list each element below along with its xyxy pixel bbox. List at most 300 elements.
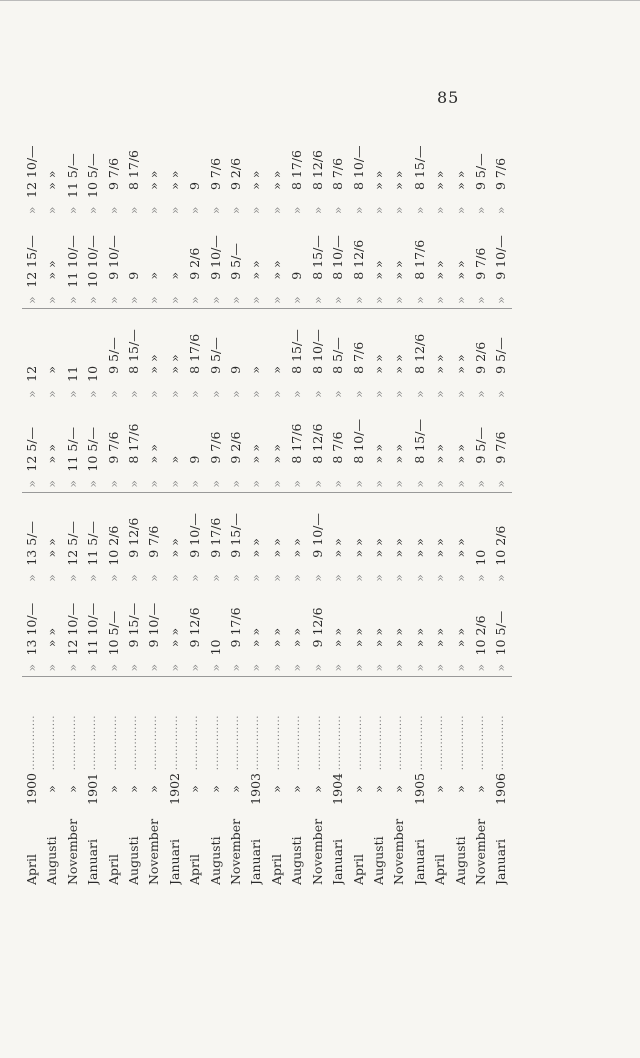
row-year: 1903 <box>248 773 264 805</box>
price-cell-c1 <box>430 582 450 676</box>
table-row <box>226 125 246 885</box>
price-cell-c1 <box>349 582 369 676</box>
currency-ditto: » <box>452 296 468 304</box>
leader-dots: ............... <box>46 715 58 771</box>
price-pounds: » <box>44 639 60 648</box>
price-shillings: » <box>248 170 264 179</box>
currency-ditto: » <box>248 574 264 582</box>
price-shillings: » <box>268 260 284 268</box>
currency-ditto: » <box>432 663 448 672</box>
price-cell-c3 <box>246 398 266 492</box>
price-pounds: 9 <box>187 182 203 191</box>
price-cell-c6 <box>349 125 369 214</box>
price-cell-c4 <box>349 308 369 398</box>
price-pounds: » <box>432 365 448 374</box>
price-cell-c1 <box>491 582 511 676</box>
price-shillings: » <box>350 538 366 546</box>
row-year: » <box>268 785 284 793</box>
price-cell-c3 <box>165 398 185 492</box>
price-shillings: » <box>44 260 60 268</box>
price-cell-c2 <box>308 492 328 582</box>
price-cell-c6 <box>491 125 511 214</box>
price-pounds: 8 <box>289 455 305 464</box>
price-pounds: 8 <box>126 182 142 191</box>
row-month: Januari <box>85 839 101 885</box>
price-cell-c5 <box>471 214 491 308</box>
currency-ditto: » <box>105 296 121 304</box>
price-shillings: 10/— <box>350 145 366 179</box>
price-pounds: 9 <box>105 365 121 374</box>
price-pounds: » <box>350 549 366 558</box>
price-shillings: » <box>268 444 284 452</box>
currency-ditto: » <box>432 480 448 488</box>
currency-ditto: » <box>432 574 448 582</box>
price-shillings: 10/— <box>187 513 203 546</box>
price-pounds: » <box>166 365 182 374</box>
price-cell-c2 <box>185 492 205 582</box>
row-month: April <box>432 854 448 885</box>
price-shillings: » <box>370 627 386 636</box>
price-shillings: 15/— <box>289 329 305 362</box>
price-cell-c4 <box>308 308 328 398</box>
currency-ditto: » <box>493 663 509 672</box>
price-cell-c5 <box>287 214 307 308</box>
price-shillings: » <box>452 444 468 452</box>
price-cell-c2 <box>349 492 369 582</box>
price-pounds: 8 <box>411 455 427 464</box>
currency-ditto: » <box>44 390 60 398</box>
price-shillings: 10/— <box>309 513 325 546</box>
row-year: 1901 <box>85 773 101 805</box>
leader-dots: ............... <box>189 715 201 771</box>
price-pounds: » <box>370 271 386 280</box>
price-shillings: 10/— <box>85 235 101 268</box>
price-shillings: 12/6 <box>309 149 325 179</box>
currency-ditto: » <box>187 296 203 304</box>
currency-ditto: » <box>105 206 121 215</box>
price-shillings: 10/— <box>330 235 346 268</box>
price-shillings: 12/6 <box>309 423 325 452</box>
price-pounds: » <box>248 365 264 374</box>
leader-dots: ............... <box>270 715 282 771</box>
price-cell-c6 <box>389 125 409 214</box>
leader-dots: ............... <box>495 715 507 771</box>
price-shillings: 10/— <box>350 419 366 452</box>
row-year: » <box>64 785 80 793</box>
price-pounds: » <box>166 271 182 280</box>
currency-ditto: » <box>391 574 407 582</box>
price-pounds: » <box>391 271 407 280</box>
leader-dots: ............... <box>148 715 160 771</box>
row-year: » <box>105 785 121 793</box>
price-cell-c5 <box>451 214 471 308</box>
price-pounds: » <box>166 455 182 464</box>
price-cell-c6 <box>42 125 62 214</box>
currency-ditto: » <box>105 390 121 398</box>
price-pounds: » <box>452 455 468 464</box>
currency-ditto: » <box>166 206 182 215</box>
price-shillings: 7/6 <box>350 341 366 362</box>
currency-ditto: » <box>268 296 284 304</box>
currency-ditto: » <box>350 296 366 304</box>
row-year: » <box>370 785 386 793</box>
price-shillings: 17/6 <box>126 149 142 179</box>
price-pounds: 10 <box>493 549 509 566</box>
price-cell-c5 <box>430 214 450 308</box>
price-shillings: 15/— <box>228 513 244 546</box>
price-pounds: » <box>44 271 60 280</box>
currency-ditto: » <box>44 663 60 672</box>
currency-ditto: » <box>207 480 223 488</box>
price-pounds: 9 <box>207 271 223 280</box>
price-pounds: 10 <box>472 549 488 566</box>
price-cell-c1 <box>267 582 287 676</box>
price-pounds: 11 <box>64 271 80 288</box>
row-month: Januari <box>411 839 427 885</box>
currency-ditto: » <box>126 663 142 672</box>
price-pounds: 9 <box>228 365 244 374</box>
price-shillings: 10/— <box>64 602 80 636</box>
leader-dots: ............... <box>454 715 466 771</box>
price-pounds: 8 <box>330 271 346 280</box>
price-cell-c2 <box>83 492 103 582</box>
table-row <box>471 125 491 885</box>
currency-ditto: » <box>64 663 80 672</box>
price-shillings: 2/6 <box>472 615 488 636</box>
price-pounds: 9 <box>187 455 203 464</box>
price-pounds: 9 <box>228 549 244 558</box>
currency-ditto: » <box>146 390 162 398</box>
leader-dots: ............... <box>168 715 180 771</box>
price-cell-c6 <box>267 125 287 214</box>
price-shillings: 7/6 <box>146 525 162 546</box>
price-cell-c1 <box>226 582 246 676</box>
price-pounds: 11 <box>64 455 80 472</box>
price-shillings: » <box>146 444 162 452</box>
price-shillings: 5/— <box>64 153 80 179</box>
price-pounds: » <box>370 182 386 190</box>
price-pounds: 9 <box>228 182 244 191</box>
price-pounds: » <box>411 639 427 648</box>
table-row <box>491 125 511 885</box>
price-shillings: 2/6 <box>472 341 488 362</box>
price-pounds: 11 <box>64 182 80 198</box>
price-pounds: » <box>370 365 386 374</box>
price-cell-c5 <box>63 214 83 308</box>
price-cell-c4 <box>185 308 205 398</box>
currency-ditto: » <box>85 480 101 488</box>
price-cell-c3 <box>430 398 450 492</box>
price-cell-c4 <box>451 308 471 398</box>
table-row <box>104 125 124 885</box>
row-month: Augusti <box>44 836 60 885</box>
price-pounds: 10 <box>105 639 121 656</box>
price-shillings: 10/— <box>24 602 39 636</box>
currency-ditto: » <box>105 574 121 582</box>
row-month: Augusti <box>452 836 468 885</box>
price-shillings: » <box>411 627 427 636</box>
currency-ditto: » <box>44 296 60 304</box>
leader-dots: ............... <box>332 715 344 771</box>
currency-ditto: » <box>268 480 284 488</box>
price-shillings: 12/6 <box>350 239 366 268</box>
currency-ditto: » <box>166 663 182 672</box>
price-shillings: 15/— <box>126 602 142 636</box>
price-shillings: 15/— <box>411 145 427 179</box>
price-shillings: 7/6 <box>105 431 121 452</box>
price-pounds: » <box>146 182 162 190</box>
price-cell-c1 <box>389 582 409 676</box>
price-shillings: » <box>432 627 448 636</box>
price-shillings: » <box>268 627 284 636</box>
currency-ditto: » <box>309 206 325 215</box>
price-shillings: 2/6 <box>187 247 203 268</box>
currency-ditto: » <box>64 296 80 304</box>
row-year: » <box>126 785 142 793</box>
currency-ditto: » <box>126 574 142 582</box>
currency-ditto: » <box>248 206 264 215</box>
price-shillings: 5/— <box>472 427 488 452</box>
price-pounds: 11 <box>85 549 101 566</box>
price-shillings: » <box>391 444 407 452</box>
price-pounds: » <box>268 182 284 190</box>
price-cell-c4 <box>471 308 491 398</box>
price-shillings: 10/— <box>309 329 325 362</box>
currency-ditto: » <box>411 663 427 672</box>
price-shillings: » <box>391 354 407 362</box>
price-shillings: 17/6 <box>289 149 305 179</box>
currency-ditto: » <box>309 574 325 582</box>
price-pounds: 8 <box>350 182 366 191</box>
price-pounds: 10 <box>105 549 121 566</box>
price-pounds: » <box>370 549 386 558</box>
price-pounds: » <box>391 455 407 464</box>
price-pounds: 12 <box>24 271 39 288</box>
row-year: 1905 <box>411 773 427 805</box>
row-year: » <box>146 785 162 793</box>
price-shillings: » <box>44 538 60 546</box>
price-pounds: 8 <box>350 365 366 374</box>
currency-ditto: » <box>105 663 121 672</box>
currency-ditto: » <box>452 663 468 672</box>
currency-ditto: » <box>330 206 346 215</box>
price-shillings: » <box>370 170 386 179</box>
currency-ditto: » <box>309 480 325 488</box>
price-cell-c3 <box>369 398 389 492</box>
price-pounds: 11 <box>85 639 101 656</box>
price-pounds: 8 <box>330 455 346 464</box>
currency-ditto: » <box>85 390 101 398</box>
price-pounds: » <box>166 549 182 558</box>
price-cell-c5 <box>349 214 369 308</box>
currency-ditto: » <box>44 574 60 582</box>
row-year: » <box>350 785 366 793</box>
top-rule <box>0 0 640 1</box>
price-cell-c4 <box>124 308 144 398</box>
currency-ditto: » <box>411 390 427 398</box>
price-cell-c2 <box>267 492 287 582</box>
price-cell-c2 <box>328 492 348 582</box>
price-pounds: 9 <box>472 271 488 280</box>
price-pounds: 8 <box>411 365 427 374</box>
price-cell-c4 <box>267 308 287 398</box>
currency-ditto: » <box>126 296 142 304</box>
row-year: » <box>309 785 325 793</box>
price-pounds: 9 <box>105 455 121 464</box>
price-shillings: 2/6 <box>493 525 509 546</box>
price-cell-c5 <box>369 214 389 308</box>
currency-ditto: » <box>187 480 203 488</box>
currency-ditto: » <box>289 574 305 582</box>
currency-ditto: » <box>493 390 509 398</box>
currency-ditto: » <box>146 663 162 672</box>
currency-ditto: » <box>126 480 142 488</box>
price-shillings: 5/— <box>24 427 39 452</box>
price-pounds: 8 <box>126 455 142 464</box>
price-cell-c2 <box>369 492 389 582</box>
price-shillings: » <box>330 627 346 636</box>
leader-dots: ............... <box>87 715 99 771</box>
price-cell-c5 <box>267 214 287 308</box>
price-cell-c3 <box>349 398 369 492</box>
price-pounds: » <box>452 639 468 648</box>
price-cell-c2 <box>491 492 511 582</box>
price-pounds: 8 <box>289 182 305 191</box>
currency-ditto: » <box>248 663 264 672</box>
price-pounds: » <box>452 549 468 558</box>
currency-ditto: » <box>493 206 509 215</box>
price-cell-c4 <box>491 308 511 398</box>
price-pounds: » <box>44 365 60 374</box>
price-cell-c3 <box>124 398 144 492</box>
currency-ditto: » <box>370 574 386 582</box>
currency-ditto: » <box>370 206 386 215</box>
currency-ditto: » <box>207 390 223 398</box>
currency-ditto: » <box>370 390 386 398</box>
row-year: » <box>289 785 305 793</box>
currency-ditto: » <box>289 663 305 672</box>
price-shillings: » <box>452 170 468 179</box>
currency-ditto: » <box>493 574 509 582</box>
price-pounds: 9 <box>207 365 223 374</box>
price-pounds: 9 <box>493 365 509 374</box>
price-shillings: 5/— <box>85 521 101 546</box>
price-pounds: 12 <box>64 639 80 656</box>
leader-dots: ............... <box>393 715 405 771</box>
price-pounds: » <box>411 549 427 558</box>
currency-ditto: » <box>126 206 142 215</box>
price-pounds: » <box>391 549 407 558</box>
price-pounds: 10 <box>85 365 101 382</box>
price-pounds: 9 <box>126 271 142 280</box>
price-pounds: 13 <box>24 639 39 656</box>
currency-ditto: » <box>391 480 407 488</box>
price-pounds: » <box>268 455 284 464</box>
price-pounds: 10 <box>207 639 223 656</box>
price-pounds: » <box>289 639 305 648</box>
currency-ditto: » <box>24 663 39 672</box>
row-month: November <box>309 818 325 885</box>
price-pounds: » <box>166 182 182 190</box>
price-pounds: » <box>432 639 448 648</box>
price-shillings: 10/— <box>493 235 509 268</box>
currency-ditto: » <box>350 663 366 672</box>
price-cell-c2 <box>451 492 471 582</box>
price-pounds: » <box>146 455 162 464</box>
leader-dots: ............... <box>291 715 303 771</box>
currency-ditto: » <box>330 663 346 672</box>
price-shillings: » <box>370 538 386 546</box>
currency-ditto: » <box>85 296 101 304</box>
price-cell-c5 <box>226 214 246 308</box>
price-shillings: 5/— <box>64 521 80 546</box>
price-shillings: 7/6 <box>493 157 509 179</box>
price-cell-c4 <box>144 308 164 398</box>
price-pounds: 9 <box>472 182 488 191</box>
currency-ditto: » <box>370 296 386 304</box>
price-shillings: 15/— <box>126 329 142 362</box>
table-row <box>185 125 205 885</box>
currency-ditto: » <box>207 574 223 582</box>
currency-ditto: » <box>391 390 407 398</box>
price-shillings: 12/6 <box>411 333 427 362</box>
currency-ditto: » <box>289 480 305 488</box>
price-cell-c2 <box>124 492 144 582</box>
row-year: 1906 <box>493 773 509 805</box>
table-row <box>144 125 164 885</box>
currency-ditto: » <box>24 480 39 488</box>
price-pounds: » <box>350 639 366 648</box>
price-cell-c4 <box>22 308 42 398</box>
price-pounds: 12 <box>64 549 80 566</box>
currency-ditto: » <box>166 574 182 582</box>
leader-dots: ............... <box>372 715 384 771</box>
rotated-table-frame <box>22 125 522 885</box>
currency-ditto: » <box>146 574 162 582</box>
price-shillings: 5/— <box>493 337 509 362</box>
price-cell-c3 <box>185 398 205 492</box>
price-pounds: 9 <box>289 271 305 280</box>
price-cell-c2 <box>226 492 246 582</box>
currency-ditto: » <box>472 390 488 398</box>
price-shillings: 5/— <box>472 153 488 179</box>
price-pounds: 8 <box>350 271 366 280</box>
price-shillings: » <box>432 260 448 268</box>
price-cell-c6 <box>287 125 307 214</box>
price-cell-c3 <box>410 398 430 492</box>
price-pounds: » <box>146 365 162 374</box>
price-cell-c3 <box>491 398 511 492</box>
price-cell-c4 <box>206 308 226 398</box>
price-shillings: » <box>248 538 264 546</box>
price-shillings: 2/6 <box>105 525 121 546</box>
price-pounds: » <box>432 182 448 190</box>
currency-ditto: » <box>228 390 244 398</box>
price-cell-c4 <box>389 308 409 398</box>
price-pounds: 9 <box>207 549 223 558</box>
currency-ditto: » <box>187 206 203 215</box>
price-pounds: 8 <box>309 182 325 191</box>
currency-ditto: » <box>64 480 80 488</box>
currency-ditto: » <box>228 663 244 672</box>
table-row <box>287 125 307 885</box>
currency-ditto: » <box>350 480 366 488</box>
currency-ditto: » <box>330 480 346 488</box>
currency-ditto: » <box>452 390 468 398</box>
price-shillings: 12/6 <box>126 517 142 546</box>
price-shillings: » <box>391 260 407 268</box>
price-cell-c1 <box>471 582 491 676</box>
